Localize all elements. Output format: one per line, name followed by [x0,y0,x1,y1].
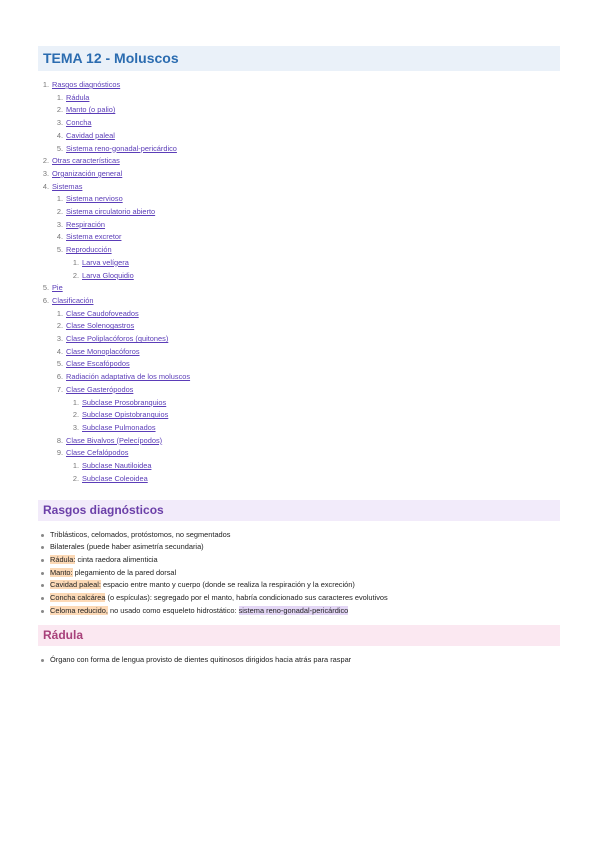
toc-item-number: 9. [56,448,63,458]
toc-link[interactable]: Larva velígera [82,257,129,267]
radula-list [38,654,560,667]
toc-item [38,282,560,295]
bullet-icon [41,546,44,549]
toc-item [38,270,560,283]
highlighted-term: Cavidad paleal: [50,580,101,590]
toc-item [38,130,560,143]
toc-link[interactable]: Radiación adaptativa de los moluscos [66,372,191,382]
bullet-icon [41,597,44,600]
section-radula-header [38,625,560,646]
toc-link[interactable]: Sistema excretor [66,232,122,242]
toc-item-number: 5. [42,283,49,293]
list-item-text: Órgano con forma de lengua provisto de dientes quitinosos dirigidos hacia atrás para raspar [50,655,352,665]
toc-item [38,155,560,168]
toc-link[interactable]: Rasgos diagnósticos [52,80,121,89]
toc-link[interactable]: Clasificación [52,295,94,305]
toc-item-number: 5. [56,245,63,255]
toc-item-number: 2. [72,270,79,280]
toc-link[interactable]: Rádula [66,92,90,102]
toc-item-number: 2. [56,207,63,217]
toc-item [38,181,560,194]
toc-item-number: 5. [56,143,63,153]
toc-link[interactable]: Pie [52,283,63,293]
list-item [38,592,560,605]
bullet-icon [41,534,44,537]
toc-link[interactable]: Clase Cefalópodos [66,448,129,458]
toc-link[interactable]: Respiración [66,219,106,229]
toc-link[interactable]: Organización general [52,168,123,178]
toc-item [38,206,560,219]
list-item-text: Bilaterales (puede haber asimetría secundaria) [50,542,204,552]
toc-item-number: 2. [72,473,79,483]
toc-link[interactable]: Concha [66,118,92,128]
section-radula-title: Rádula [43,628,84,643]
toc-link[interactable]: Cavidad paleal [66,130,115,140]
toc-item [38,244,560,257]
toc-item-number: 4. [56,346,63,356]
toc-item-number: 2. [72,410,79,420]
toc-item-number: 4. [56,232,63,242]
toc-item [38,104,560,117]
toc-item [38,320,560,333]
toc-item-number: 4. [56,130,63,140]
toc-link[interactable]: Clase Bivalvos (Pelecípodos) [66,435,163,445]
toc-item-number: 1. [42,80,49,89]
section-rasgos-title: Rasgos diagnósticos [43,502,164,517]
list-item [38,529,560,542]
toc-item [38,422,560,435]
toc-item-number: 2. [56,105,63,115]
highlighted-term: Concha calcárea [50,593,106,603]
toc-item [38,333,560,346]
bullet-icon [41,610,44,613]
bullet-icon [41,559,44,562]
toc-link[interactable]: Sistema reno-gonadal-pericárdico [66,143,177,153]
title-bar [38,46,560,71]
toc-item [38,257,560,270]
toc-item-number: 3. [72,422,79,432]
toc-item-number: 1. [72,461,79,471]
toc-link[interactable]: Sistema circulatorio abierto [66,207,156,217]
list-item-text: espacio entre manto y cuerpo (donde se realiza la respiración y la excreción) [100,580,355,590]
toc-item-number: 4. [42,181,49,191]
toc-item [38,397,560,410]
list-item-text: no usado como esqueleto hidrostático: [107,605,239,615]
list-item-text: (o espículas): segregado por el manto, habría condicionado sus caracteres evolutivos [105,593,388,603]
bullet-icon [41,659,44,662]
toc-link[interactable]: Sistema nervioso [66,194,123,204]
list-item [38,541,560,554]
toc-item [38,384,560,397]
list-item [38,554,560,567]
toc-item-number: 1. [56,194,63,204]
toc-item [38,308,560,321]
rasgos-list [38,529,560,618]
toc-item-number: 8. [56,435,63,445]
toc-item-number: 3. [42,168,49,178]
toc-item-number: 6. [42,295,49,305]
toc-item [38,231,560,244]
toc-link[interactable]: Reproducción [66,245,112,255]
toc-link[interactable]: Subclase Nautiloidea [82,461,152,471]
toc-link[interactable]: Larva Gloquidio [82,270,134,280]
list-item [38,654,560,667]
bullet-icon [41,572,44,575]
toc-link[interactable]: Subclase Coleoidea [82,473,148,483]
toc-item [38,193,560,206]
list-item [38,567,560,580]
toc-item-number: 3. [56,118,63,128]
toc-link[interactable]: Clase Gasterópodos [66,384,134,394]
toc-item [38,346,560,359]
toc-item [38,219,560,232]
toc-item-number: 1. [56,308,63,318]
toc-link[interactable]: Clase Poliplacóforos (quitones) [66,334,169,344]
toc-link[interactable]: Otras características [52,156,120,166]
toc-item [38,447,560,460]
toc-item-number: 5. [56,359,63,369]
highlighted-term: Celoma reducido, [50,605,108,615]
toc-item-number: 3. [56,334,63,344]
highlighted-term: Manto: [50,567,73,577]
toc-link[interactable]: Clase Caudofoveados [66,308,139,318]
toc-item [38,435,560,448]
toc-item [38,168,560,181]
list-item [38,579,560,592]
page-title: TEMA 12 - Moluscos [43,50,179,66]
toc-item [38,92,560,105]
document-page [38,46,560,667]
toc-item-number: 1. [72,397,79,407]
toc-item [38,409,560,422]
toc-item [38,358,560,371]
toc-item-number: 2. [42,156,49,166]
bullet-icon [41,584,44,587]
toc-item-number: 1. [56,92,63,102]
toc-item-number: 1. [72,257,79,267]
list-item [38,605,560,618]
list-item-text: Triblásticos, celomados, protóstomos, no segmentados [50,529,231,539]
toc-link[interactable]: Sistemas [52,181,83,191]
toc-item-number: 2. [56,321,63,331]
toc-item [38,473,560,486]
toc-link[interactable]: Clase Escafópodos [66,359,130,369]
toc-link[interactable]: Clase Solenogastros [66,321,135,331]
highlighted-term: sistema reno-gonadal-pericárdico [238,605,349,615]
toc-item [38,460,560,473]
toc-link[interactable]: Subclase Prosobranquios [82,397,167,407]
highlighted-term: Rádula: [50,554,76,564]
toc-item [38,143,560,156]
toc-item [38,79,560,92]
toc-link[interactable]: Clase Monoplacóforos [66,346,140,356]
toc-link[interactable]: Subclase Opistobranquios [82,410,169,420]
section-rasgos-header [38,500,560,521]
toc-item [38,371,560,384]
table-of-contents [38,79,560,486]
toc-item [38,117,560,130]
toc-item-number: 3. [56,219,63,229]
toc-link[interactable]: Manto (o palio) [66,105,116,115]
toc-item-number: 7. [56,384,63,394]
list-item-text: plegamiento de la pared dorsal [72,567,177,577]
toc-link[interactable]: Subclase Pulmonados [82,422,156,432]
toc-item-number: 6. [56,372,63,382]
list-item-text: cinta raedora alimenticia [75,554,158,564]
toc-item [38,295,560,308]
